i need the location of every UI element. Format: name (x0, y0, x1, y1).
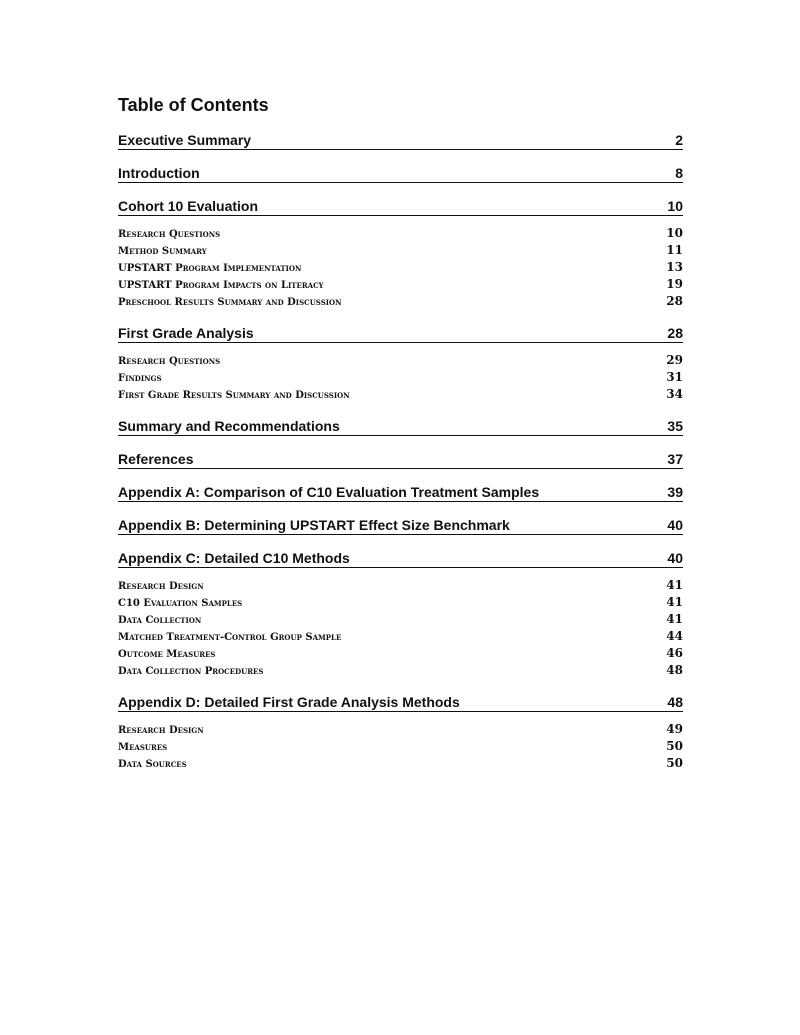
toc-section (118, 418, 683, 436)
toc-subsection-label: Method Summary (118, 246, 207, 257)
toc-subsection-label: Preschool Results Summary and Discussion (118, 297, 342, 308)
toc-subsection-link[interactable] (118, 721, 683, 738)
toc-heading-label: Introduction (118, 165, 200, 181)
toc-subsection-link[interactable] (118, 293, 683, 310)
toc-section (118, 694, 683, 772)
toc-heading-label: Executive Summary (118, 132, 252, 148)
toc-heading-label: Appendix B: Determining UPSTART Effect Size Benchmark (118, 517, 510, 533)
toc-heading-link[interactable] (118, 517, 683, 535)
toc-subsection-link[interactable] (118, 662, 683, 679)
toc-heading-page-number: 28 (667, 325, 683, 341)
toc-subsection-label: Data Sources (118, 759, 187, 770)
toc-heading-page-number: 39 (667, 484, 683, 500)
toc-subsection-page-number: 31 (666, 370, 683, 384)
toc-section (118, 550, 683, 679)
toc-subsection-link[interactable] (118, 628, 683, 645)
toc-subsection-page-number: 41 (666, 595, 683, 609)
toc-subsection-link[interactable] (118, 755, 683, 772)
toc-subsection-link[interactable] (118, 738, 683, 755)
toc-heading-page-number: 48 (667, 694, 683, 710)
toc-heading-link[interactable] (118, 451, 683, 469)
toc-heading-link[interactable] (118, 694, 683, 712)
toc-heading-link[interactable] (118, 198, 683, 216)
toc-heading-link[interactable] (118, 132, 683, 150)
toc-subsection-page-number: 19 (666, 277, 683, 291)
toc-subsection-label: UPSTART Program Implementation (118, 263, 302, 274)
toc-subsection-link[interactable] (118, 594, 683, 611)
toc-heading-label: First Grade Analysis (118, 325, 254, 341)
toc-heading-label: References (118, 451, 194, 467)
toc-subsection-link[interactable] (118, 276, 683, 293)
toc-subsection-link[interactable] (118, 259, 683, 276)
toc-subsection-label: C10 Evaluation Samples (118, 598, 243, 609)
toc-subsection-list (118, 577, 683, 679)
toc-heading-page-number: 8 (675, 165, 683, 181)
toc-heading-link[interactable] (118, 550, 683, 568)
toc-section (118, 451, 683, 469)
toc-subsection-label: UPSTART Program Impacts on Literacy (118, 280, 324, 291)
toc-section (118, 165, 683, 183)
toc-subsection-link[interactable] (118, 611, 683, 628)
toc-section (118, 484, 683, 502)
toc-heading-label: Summary and Recommendations (118, 418, 340, 434)
toc-subsection-link[interactable] (118, 386, 683, 403)
toc-subsection-page-number: 41 (666, 578, 683, 592)
toc-subsection-page-number: 28 (666, 294, 683, 308)
toc-subsection-label: Data Collection Procedures (118, 666, 264, 677)
toc-heading-page-number: 37 (667, 451, 683, 467)
toc-section (118, 198, 683, 310)
toc-heading-label: Appendix A: Comparison of C10 Evaluation Treatment Samples (118, 484, 540, 500)
toc-subsection-link[interactable] (118, 242, 683, 259)
toc-subsection-page-number: 13 (666, 260, 683, 274)
toc-heading-label: Cohort 10 Evaluation (118, 198, 259, 214)
toc-heading-page-number: 40 (667, 517, 683, 533)
toc-subsection-page-number: 50 (666, 739, 683, 753)
toc-heading-link[interactable] (118, 484, 683, 502)
toc-section (118, 517, 683, 535)
toc-heading-label: Appendix C: Detailed C10 Methods (118, 550, 350, 566)
toc-subsection-list (118, 352, 683, 403)
toc-heading-link[interactable] (118, 418, 683, 436)
toc-subsection-page-number: 46 (666, 646, 683, 660)
toc-subsection-page-number: 41 (666, 612, 683, 626)
toc-subsection-link[interactable] (118, 369, 683, 386)
toc-subsection-label: Matched Treatment-Control Group Sample (118, 632, 342, 643)
toc-subsection-link[interactable] (118, 577, 683, 594)
toc-subsection-link[interactable] (118, 645, 683, 662)
toc-subsection-label: Research Design (118, 725, 204, 736)
toc-subsection-label: Data Collection (118, 615, 202, 626)
toc-subsection-page-number: 44 (666, 629, 683, 643)
toc-subsection-link[interactable] (118, 225, 683, 242)
toc-subsection-label: Research Questions (118, 229, 221, 240)
toc-subsection-page-number: 48 (666, 663, 683, 677)
toc-subsection-page-number: 10 (666, 226, 683, 240)
toc-subsection-label: Outcome Measures (118, 649, 216, 660)
toc-subsection-page-number: 34 (666, 387, 683, 401)
toc-section (118, 325, 683, 403)
toc-subsection-page-number: 11 (666, 243, 683, 257)
toc-subsection-label: First Grade Results Summary and Discussion (118, 390, 350, 401)
toc-subsection-label: Research Questions (118, 356, 221, 367)
toc-subsection-list (118, 721, 683, 772)
toc-subsection-label: Research Design (118, 581, 204, 592)
toc-heading-page-number: 2 (675, 132, 683, 148)
toc-subsection-label: Findings (118, 373, 162, 384)
toc-heading-page-number: 40 (667, 550, 683, 566)
toc-title: Table of Contents (118, 95, 269, 115)
toc-page (118, 93, 683, 787)
toc-heading-page-number: 10 (667, 198, 683, 214)
toc-heading-label: Appendix D: Detailed First Grade Analysis Methods (118, 694, 460, 710)
toc-subsection-list (118, 225, 683, 310)
toc-subsection-page-number: 29 (666, 353, 683, 367)
toc-heading-link[interactable] (118, 325, 683, 343)
toc-subsection-page-number: 50 (666, 756, 683, 770)
toc-subsection-link[interactable] (118, 352, 683, 369)
toc-subsection-page-number: 49 (666, 722, 683, 736)
toc-section (118, 132, 683, 150)
toc-heading-page-number: 35 (667, 418, 683, 434)
toc-list (118, 132, 683, 772)
toc-subsection-label: Measures (118, 742, 168, 753)
toc-heading-link[interactable] (118, 165, 683, 183)
